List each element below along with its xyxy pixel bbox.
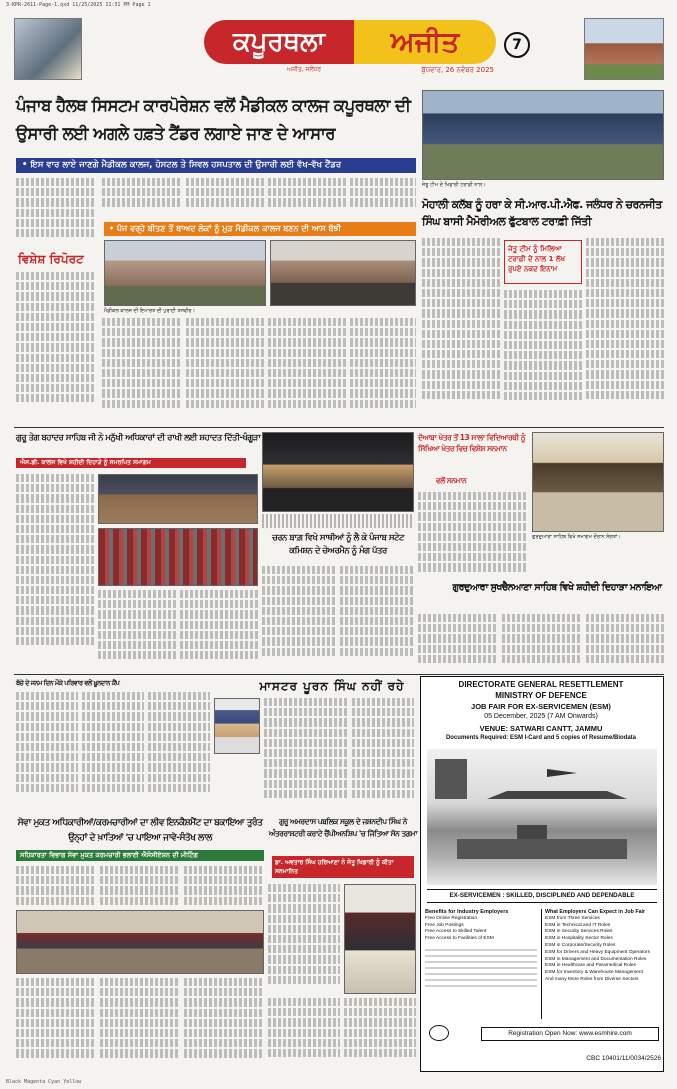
ad-benefit-item: Free Online Registration <box>425 915 477 921</box>
school-subhead: ਡਾ. ਅਵਤਾਰ ਸਿੰਘ ਹਰਿਆਣਾ ਨੇ ਜੇਤੂ ਖਿਡਾਰੀ ਨੂੰ ਕੀਤਾ ਸਨਮਾਨਿਤ <box>272 856 414 878</box>
lead-text-col2 <box>102 178 182 218</box>
ad-contact-lines <box>425 949 537 991</box>
lead-headline: ਪੰਜਾਬ ਹੈਲਥ ਸਿਸਟਮ ਕਾਰਪੋਰੇਸ਼ਨ ਵਲੋਂ ਮੈਡੀਕਲ ਕਾਲਜ ਕਪੂਰਥਲਾ ਦੀ ਉਸਾਰੀ ਲਈ ਅਗਲੇ ਹਫ਼ਤੇ ਟੈਂਡਰ ਲਗਾਏ ਜਾਣ ਦੇ ਆਸਾਰ <box>16 96 411 143</box>
lead-text-col7 <box>186 318 264 422</box>
ad-role-item: ESM in Management and Documentation Roles <box>545 956 647 962</box>
lead-subhead: • ਇਸ ਵਾਰ ਲਾਏ ਜਾਣਗੇ ਮੈਡੀਕਲ ਕਾਲਜ, ਹੋਸਟਲ ਤੇ ਸਿਵਲ ਹਸਪਤਾਲ ਦੀ ਉਸਾਰੀ ਲਈ ਵੱਖ-ਵੱਖ ਟੈਂਡਰ <box>16 158 416 173</box>
ad-benefits-title: Benefits for Industry Employers <box>425 909 509 915</box>
issue-date: ਬੁੱਧਵਾਰ, 26 ਨਵੰਬਰ 2025 <box>421 66 494 74</box>
ad-title-ministry: MINISTRY OF DEFENCE <box>495 691 587 700</box>
retirees-group-photo <box>16 910 264 974</box>
ad-role-item: ESM for Inventory & Warehouse Management <box>545 970 643 976</box>
school-headline: ਗੁਰੂ ਅਮਰਦਾਸ ਪਬਲਿਕ ਸਕੂਲ ਦੇ ਜਸ਼ਨਦੀਪ ਸਿੰਘ ਨੇ ਅੰਤਰਰਾਸ਼ਟਰੀ ਕਰਾਟੇ ਚੈਂਪੀਅਨਸ਼ਿਪ 'ਚ ਜਿੱਤਿਆ ਸੋਨ ਤਗਮਾ <box>268 817 418 838</box>
guru-subhead: ਐਸ.ਡੀ. ਕਾਲਜ ਵਿਖੇ ਸ਼ਹੀਦੀ ਦਿਹਾੜੇ ਨੂੰ ਸਮਰਪਿਤ ਸਮਾਗਮ <box>16 458 246 468</box>
lead-text-col1b <box>16 272 96 422</box>
ad-benefit-item: Free Job Postings <box>425 922 464 928</box>
ad-code: CBC 10401/11/0034/2526 <box>586 1055 661 1062</box>
obit-text-col4 <box>264 698 348 810</box>
ad-title-directorate: DIRECTORATE GENERAL RESETTLEMENT <box>458 680 624 689</box>
ad-role-item: ESM in Technical and IT Roles <box>545 922 611 928</box>
print-color-strip: Black Magenta Cyan Yellow <box>6 1079 82 1085</box>
sports-headline: ਮੋਹਾਲੀ ਕਲੱਬ ਨੂੰ ਹਰਾ ਕੇ ਸੀ.ਆਰ.ਪੀ.ਐਫ. ਜਲੰਧਰ ਨੇ ਚਰਨਜੀਤ ਸਿੰਘ ਬਾਸੀ ਮੈਮੋਰੀਅਲ ਫੁੱਟਬਾਲ ਟਰਾਫ਼ੀ ਜਿੱਤੀ <box>422 198 662 228</box>
lead-text-col4 <box>268 178 346 218</box>
school-award-photo <box>344 884 416 994</box>
school-text-col3 <box>344 998 416 1072</box>
page-number: 7 <box>504 32 530 58</box>
lead-text-col3 <box>186 178 264 218</box>
gurdwara-text-col1 <box>418 614 496 670</box>
ad-role-item: ESM in Security Services Roles <box>545 929 613 935</box>
sports-text-col2 <box>504 290 582 424</box>
special-report-label: ਵਿਸ਼ੇਸ਼ ਰਿਪੋਰਟ <box>18 252 84 266</box>
ad-role-item: ESM in Corporate/Security Roles <box>545 942 616 948</box>
college-building-photo <box>104 240 266 306</box>
honour-headline: ਦੋਆਬਾ ਖੇਤਰ ਤੋਂ 13 ਸਾਲਾ ਵਿਦਿਆਰਥੀ ਨੂੰ ਸਿੱਖਿਆ ਖੇਤਰ ਵਿਚ ਵਿਸ਼ੇਸ਼ ਸਨਮਾਨ <box>418 433 526 453</box>
retirees-text-col5 <box>100 978 180 1072</box>
petition-photo <box>262 432 414 512</box>
ad-role-item: ESM from Three Services <box>545 915 600 921</box>
ad-role-item: And many More Roles from Diverse Sectors <box>545 976 639 982</box>
file-info-strip: 3-KPR-2611-Page-1.qxd 11/25/2025 11:31 PM Page 1 <box>6 2 151 8</box>
school-text-col2 <box>268 998 340 1072</box>
ad-registration-link[interactable]: Registration Open Now: www.esmhire.com <box>481 1027 659 1041</box>
obit-text-col2 <box>82 692 144 810</box>
guru-headline: ਗੁਰੂ ਤੇਗ ਬਹਾਦਰ ਸਾਹਿਬ ਜੀ ਨੇ ਮਨੁੱਖੀ ਅਧਿਕਾਰਾਂ ਦੀ ਰਾਖੀ ਲਈ ਸ਼ਹਾਦਤ ਦਿੱਤੀ-ਖੰਗੂੜਾ <box>16 433 261 443</box>
honour-line: ਵਲੋਂ ਸਨਮਾਨ <box>436 476 467 485</box>
lead-text-col9 <box>350 318 416 422</box>
guru-text-col1 <box>16 474 94 670</box>
ad-benefit-item: Free Access to Skilled Talent <box>425 929 487 935</box>
section-divider-2 <box>14 674 664 675</box>
obit-portrait <box>214 698 260 754</box>
gurdwara-photo-caption: ਗੁਰਦੁਆਰਾ ਸਾਹਿਬ ਵਿਖੇ ਸਮਾਗਮ ਦੌਰਾਨ ਸੰਗਤਾਂ। <box>532 534 621 540</box>
honour-text <box>418 492 526 578</box>
section-divider <box>14 427 664 428</box>
section-title: ਕਪੂਰਥਲਾ <box>204 20 354 64</box>
ad-benefit-item: Free Access to Facilities of ESM <box>425 936 494 942</box>
gurdwara-headline: ਗੁਰਦੁਆਰਾ ਸੁਖਚੈਨਆਣਾ ਸਾਹਿਬ ਵਿਖੇ ਸ਼ਹੀਦੀ ਦਿਹਾੜਾ ਮਨਾਇਆ <box>452 582 662 593</box>
lead-photo-caption: ਮੈਡੀਕਲ ਕਾਲਜ ਦੀ ਇਮਾਰਤ ਦੀ ਪੁਰਾਣੀ ਤਸਵੀਰ। <box>104 308 196 314</box>
gurdwara-text-col2 <box>502 614 580 670</box>
guru-stage-photo <box>98 474 258 524</box>
retirees-text-col4 <box>16 978 96 1072</box>
newspaper-brand: ਅਜੀਤ <box>354 20 496 64</box>
ad-role-item: ESM in Hospitality Sector Roles <box>545 936 613 942</box>
guru-text-col3 <box>180 590 258 670</box>
college-site-photo <box>270 240 416 306</box>
ad-date: 05 December, 2025 (7 AM Onwards) <box>484 713 598 720</box>
gurdwara-photo <box>532 432 664 532</box>
ad-tagline: EX-SERVICEMEN : SKILLED, DISCIPLINED AND DEPENDABLE <box>427 889 657 903</box>
retirees-headline: ਸੇਵਾ ਮੁਕਤ ਅਧਿਕਾਰੀਆਂ/ਕਰਮਚਾਰੀਆਂ ਦਾ ਲੀਵ ਇਨਕੈਸ਼ਮੈਂਟ ਦਾ ਬਕਾਇਆ ਤੁਰੰਤ ਉਨ੍ਹਾਂ ਦੇ ਖ਼ਾਤਿਆਂ 'ਚ ਪਾਇਆ ਜਾਵੇ-ਸੰਤੋਖ ਲਾਲ <box>17 818 263 843</box>
sports-callout: ਜੇਤੂ ਟੀਮ ਨੂੰ ਮਿਲਿਆ ਟਰਾਫ਼ੀ ਦੇ ਨਾਲ 1 ਲੱਖ ਰੁਪਏ ਨਕਦ ਇਨਾਮ <box>504 240 582 284</box>
ad-roles-box <box>541 909 661 1019</box>
lead-banner: • ਪੰਜ ਵਰ੍ਹੇ ਬੀਤਣ ਤੋਂ ਬਾਅਦ ਲੋਕਾਂ ਨੂੰ ਮੁੜ ਮੈਡੀਕਲ ਕਾਲਜ ਬਣਨ ਦੀ ਆਸ ਬੱਝੀ <box>104 222 416 236</box>
retirees-text-col1 <box>16 866 96 906</box>
guru-audience-photo <box>98 528 258 586</box>
obit-kicker: ਬੱਚੇ ਦੇ ਜਨਮ ਦਿਨ ਮੌਕੇ ਪਰਿਵਾਰ ਵਲੋਂ ਖ਼ੂਨਦਾਨ ਕੈਂਪ <box>16 679 120 687</box>
job-fair-advertisement <box>420 676 664 1072</box>
petition-text-col1 <box>262 566 336 670</box>
esm-logo-icon <box>429 1025 449 1041</box>
obit-headline: ਮਾਸਟਰ ਪੂਰਨ ਸਿੰਘ ਨਹੀਂ ਰਹੇ <box>259 679 405 693</box>
sports-photo-caption: ਜੇਤੂ ਟੀਮ ਦੇ ਖਿਡਾਰੀ ਟਰਾਫ਼ੀ ਨਾਲ। <box>422 182 486 188</box>
guru-text-col2 <box>98 590 176 670</box>
masthead-left-photo <box>14 18 82 80</box>
sports-text-col1 <box>422 238 500 424</box>
sports-text-col3 <box>586 238 664 424</box>
lead-text-col1 <box>16 178 96 248</box>
ad-role-item: ESM in Healthcare and Paramedical Roles <box>545 963 636 969</box>
ad-title-jobfair: JOB FAIR FOR EX-SERVICEMEN (ESM) <box>471 702 611 711</box>
lead-text-col8 <box>268 318 346 422</box>
retirees-text-col2 <box>100 866 180 906</box>
gurdwara-text-col3 <box>586 614 664 670</box>
school-text-col1 <box>268 884 340 994</box>
football-team-photo <box>422 90 664 180</box>
masthead <box>14 14 664 84</box>
ad-role-item: ESM for Drivers and Heavy Equipment Operators <box>545 949 651 955</box>
petition-headline: ਚਰਨ ਬਾਗ਼ ਵਿਖੇ ਸਾਥੀਆਂ ਨੂੰ ਲੈ ਕੇ ਪੰਜਾਬ ਸਟੇਟ ਕਮਿਸ਼ਨ ਦੇ ਚੇਅਰਮੈਨ ਨੂੰ ਮੰਗ ਪੱਤਰ <box>272 533 404 556</box>
ad-military-graphic <box>427 749 657 885</box>
obit-text-col5 <box>352 698 414 810</box>
masthead-right-photo <box>584 18 664 80</box>
ad-silhouettes <box>427 749 657 885</box>
petition-caption-lines <box>262 514 414 528</box>
lead-text-col6 <box>102 318 182 422</box>
petition-text-col2 <box>340 566 414 670</box>
obit-text-col1 <box>16 692 78 810</box>
retirees-text-col3 <box>184 866 264 906</box>
lead-text-col5 <box>350 178 416 218</box>
ad-benefits-box <box>425 909 537 1019</box>
ad-documents: Documents Required: ESM I-Card and 5 copies of Resume/Biodata <box>445 735 637 741</box>
masthead-subline: ਅਜੀਤ, ਜਲੰਧਰ <box>286 66 321 73</box>
retirees-subhead: ਸਹਿਕਾਰਤਾ ਵਿਭਾਗ ਸੇਵਾ ਮੁਕਤ ਕਰਮਚਾਰੀ ਭਲਾਈ ਐਸੋਸੀਏਸ਼ਨ ਦੀ ਮੀਟਿੰਗ <box>16 850 264 861</box>
ad-roles-title: What Employers Can Expect in Job Fair <box>545 909 646 915</box>
ad-venue: VENUE: SATWARI CANTT, JAMMU <box>479 724 603 733</box>
retirees-text-col6 <box>184 978 264 1072</box>
obit-text-col3 <box>148 692 210 810</box>
